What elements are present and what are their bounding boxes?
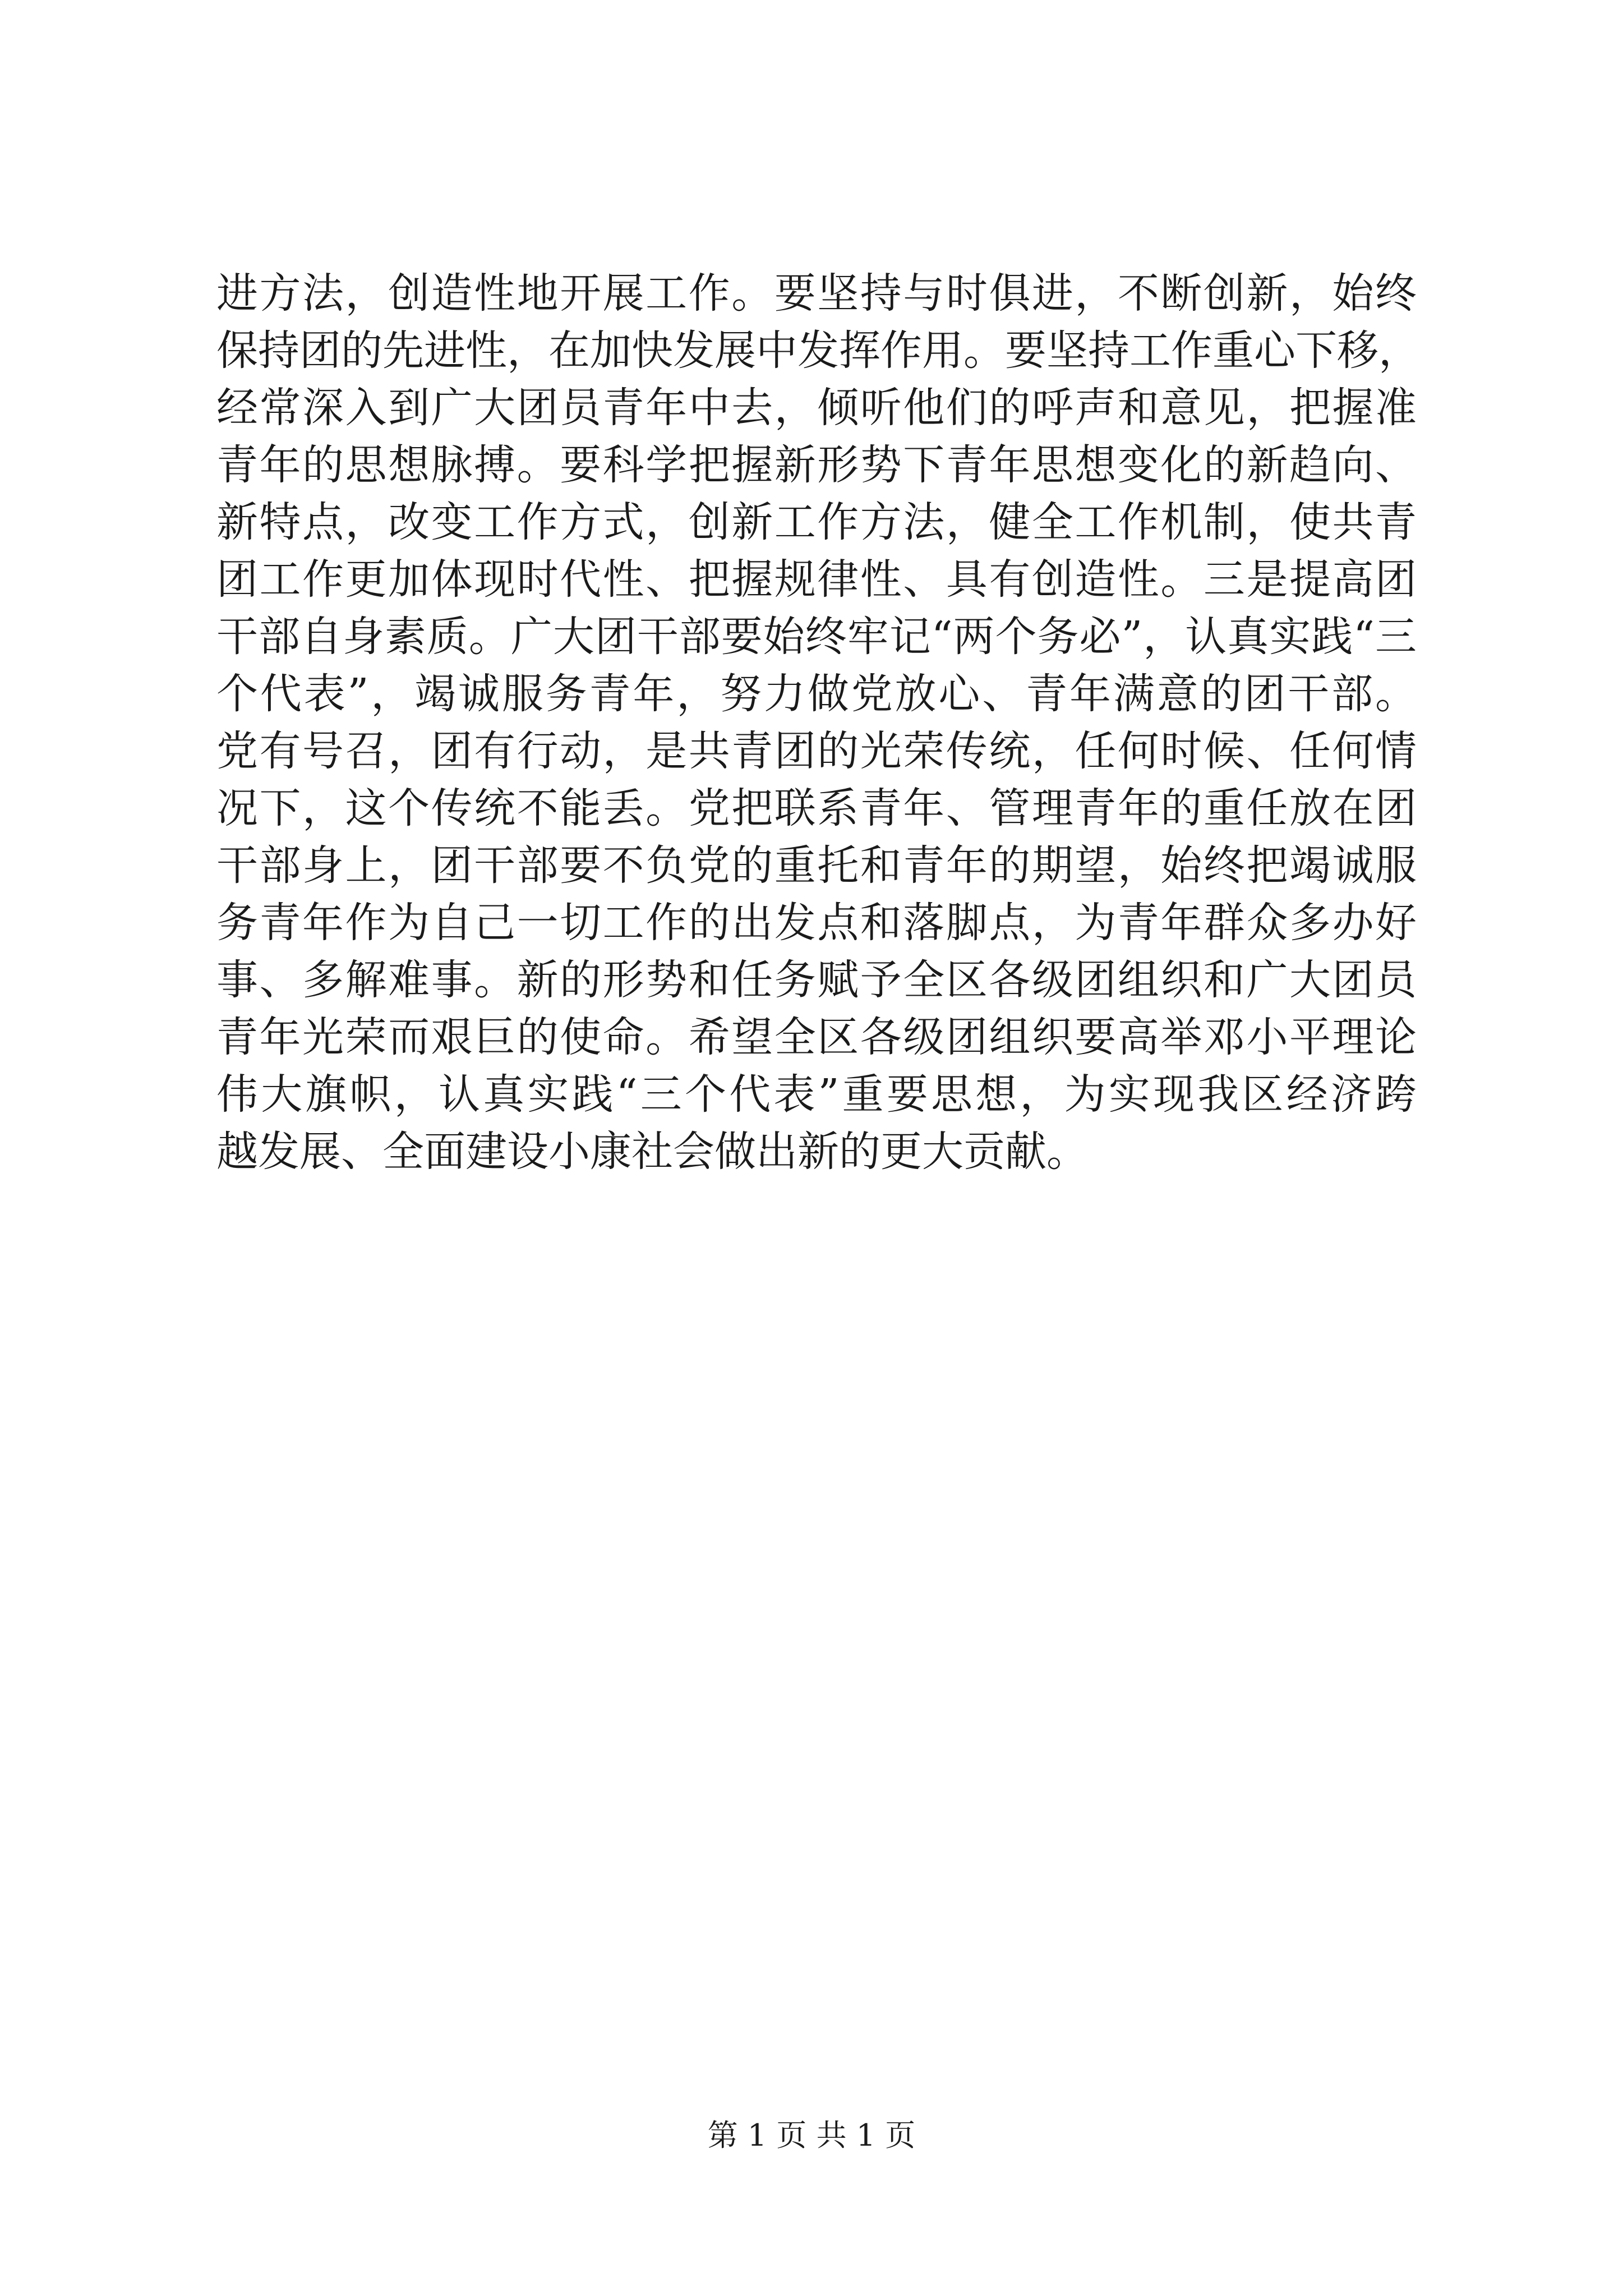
text-line: 务青年作为自己一切工作的出发点和落脚点，为青年群众多办好: [216, 899, 1417, 947]
text-line: 伟大旗帜，认真实践“三个代表”重要思想，为实现我区经济跨: [216, 1070, 1417, 1119]
text-line: 个代表”，竭诚服务青年，努力做党放心、青年满意的团干部。: [216, 670, 1417, 718]
body-paragraph: [216, 265, 1420, 1180]
text-line: 干部身上，团干部要不负党的重托和青年的期望，始终把竭诚服: [216, 841, 1417, 890]
text-line: 团工作更加体现时代性、把握规律性、具有创造性。三是提高团: [216, 555, 1417, 604]
page-number-footer: 第 1 页 共 1 页: [707, 2118, 916, 2153]
text-line: 党有号召，团有行动，是共青团的光荣传统，任何时候、任何情: [216, 727, 1417, 775]
text-line: 事、多解难事。新的形势和任务赋予全区各级团组织和广大团员: [216, 956, 1417, 1004]
text-line: 况下，这个传统不能丢。党把联系青年、管理青年的重任放在团: [216, 784, 1417, 832]
text-line-last: 越发展、全面建设小康社会做出新的更大贡献。: [216, 1128, 1088, 1176]
text-line: 进方法，创造性地开展工作。要坚持与时俱进，不断创新，始终: [216, 269, 1417, 318]
text-line: 青年光荣而艰巨的使命。希望全区各级团组织要高举邓小平理论: [216, 1013, 1417, 1061]
text-line: 青年的思想脉搏。要科学把握新形势下青年思想变化的新趋向、: [216, 441, 1417, 489]
text-line: 干部自身素质。广大团干部要始终牢记“两个务必”，认真实践“三: [216, 613, 1417, 661]
text-line: 经常深入到广大团员青年中去，倾听他们的呼声和意见，把握准: [216, 384, 1417, 432]
text-line: 新特点，改变工作方式，创新工作方法，健全工作机制，使共青: [216, 498, 1417, 546]
text-line: 保持团的先进性，在加快发展中发挥作用。要坚持工作重心下移，: [216, 326, 1420, 375]
